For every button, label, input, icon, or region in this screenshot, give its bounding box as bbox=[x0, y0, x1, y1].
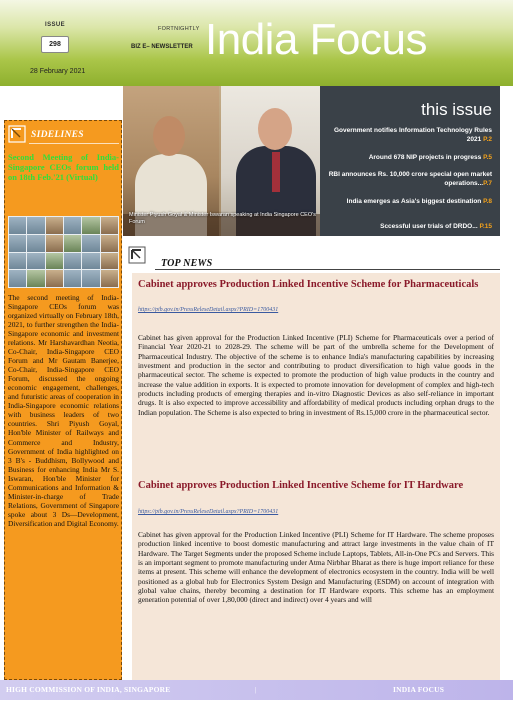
top-news-title: TOP NEWS bbox=[161, 258, 213, 269]
footer-publication: INDIA FOCUS bbox=[393, 685, 445, 694]
this-issue-panel bbox=[320, 86, 500, 236]
page-ref: P.5 bbox=[483, 154, 492, 161]
newsletter-title: India Focus bbox=[205, 15, 427, 64]
this-issue-item[interactable]: Sccessful user trials of DRDO... P.15 bbox=[380, 223, 492, 230]
this-issue-item[interactable]: Government notifies Information Technology Rules 2021 P.2 bbox=[333, 127, 492, 144]
page-ref: P.8 bbox=[483, 198, 492, 205]
article-link[interactable]: https://pib.gov.in/PressReleseDetail.aspx?PRID=1700431 bbox=[138, 307, 279, 313]
issue-number: 298 bbox=[41, 36, 69, 53]
this-issue-item[interactable]: Around 678 NIP projects in progress P.5 bbox=[368, 154, 492, 161]
corner-bracket-icon bbox=[128, 246, 146, 264]
sidebar-body: The second meeting of India-Singapore CEOs forum was organized virtually on February 18th, 2021, to further strengthen the India- Singapore economic and investment relations. Mr Harshavardhan Neotia, Co-Chair, India-Singapore CEO Forum and Mr Gautam Banerjee, Co-Chair, India-Singapore CEO Forum, discussed the ongoing economic engagement, challenges, and futuristic areas of cooperation in India-Singapore economic relations with business leaders of two countries. Shri Piyush Goyal, Hon'ble Minister of Railways and Commerce and Industry, Government of India highlighted on 3 B's - Buddhism, Bollywood and Business for enhancing India Mr S. Iswaran, Hon'ble Minister for Communications and Information & Minister-in-charge of Trade Relations, Government of Singapore spoke about 3 Ds—Development, Diversification and Digital Economy. bbox=[8, 293, 119, 528]
article-title: Cabinet approves Production Linked Incentive Scheme for Pharmaceuticals bbox=[138, 279, 479, 290]
photo-person-right-tie bbox=[272, 152, 280, 192]
page-ref: P.15 bbox=[479, 223, 492, 230]
photo-caption: Minister Piyush Goyal & Minister Iswaran speaking at India Singapore CEO's Forum bbox=[129, 212, 316, 226]
issue-label: ISSUE bbox=[45, 22, 66, 28]
article-body: Cabinet has given approval for the Production Linked Incentive (PLI) Scheme for Pharmaceuticals over a period of Financial Year 2020-21 to 2028-29. The scheme will be part of the umbrella scheme for the Development of Pharmaceutical Industry. The objective of the scheme is to enhance India's manufacturing capabilities by increasing investment and production in the sector and contributing to product diversification to high value goods in the pharmaceutical sector. The scheme is expected to promote the production of high value products in the country and increase the value addition in exports. It is expected to promote innovation for development of complex and high-tech products including products of emerging therapies and in-vitro Diagnostic Devices as also self-reliance in important drugs. It is also expected to improve accessibility and affordability of medical products including orphan drugs to the Indian population. The Scheme is also expected to bring in investment of Rs.15,000 crore in the pharmaceutical sector. bbox=[138, 333, 494, 417]
photo-person-right-head bbox=[258, 108, 292, 150]
this-issue-item[interactable]: India emerges as Asia's biggest destination P.8 bbox=[346, 198, 492, 205]
this-issue-item[interactable]: RBI announces Rs. 10,000 crore special open market operations...P.7 bbox=[328, 171, 492, 188]
footer-separator: | bbox=[255, 685, 257, 694]
corner-bracket-icon bbox=[8, 125, 26, 143]
page-footer bbox=[0, 680, 513, 700]
photo-person-left-head bbox=[153, 116, 185, 156]
top-news-articles bbox=[132, 273, 500, 683]
page-ref: P.2 bbox=[483, 136, 492, 144]
sidebar-title: SIDELINES bbox=[31, 130, 84, 140]
sidelines-sidebar bbox=[4, 120, 122, 680]
page-ref: P.7 bbox=[483, 180, 492, 188]
issue-date: 28 February 2021 bbox=[30, 68, 86, 75]
footer-organisation: HIGH COMMISSION OF INDIA, SINGAPORE bbox=[6, 685, 171, 694]
masthead-banner bbox=[0, 0, 513, 86]
article-body: Cabinet has given approval for the Production Linked Incentive (PLI) Scheme for IT Hardware. The scheme proposes production linked incentive to boost domestic manufacturing and attract large investments in the value chain of IT Hardware. The Target Segments under the proposed Scheme include Laptops, Tablets, All-in-One PCs and Servers. This is an important segment to promote manufacturing under Atma Nirbhar Bharat as there is huge import reliance for these items at present. This scheme will enhance the development of electronics ecosystem in the country. India will be well positioned as a global hub for Electronics System Design and Manufacturing (ESDM) on account of integration with global value chains, thereby becoming a destination for IT Hardware exports. This scheme has an employment generation potential of over 1,80,000 (direct and indirect) over 4 years and will bbox=[138, 530, 494, 605]
top-news-rule bbox=[155, 269, 500, 270]
sidebar-headline: Second Meeting of India-Singapore CEOs forum held on 18th Feb.'21 (Virtual) bbox=[8, 152, 119, 182]
frequency-label: FORTNIGHTLY bbox=[158, 26, 200, 32]
this-issue-title: this issue bbox=[421, 100, 492, 119]
article-link[interactable]: https://pib.gov.in/PressReleseDetail.aspx?PRID=1700431 bbox=[138, 509, 279, 515]
sidebar-rule bbox=[29, 143, 119, 144]
ceo-forum-photo bbox=[123, 86, 320, 236]
video-call-collage-image bbox=[8, 216, 119, 288]
newsletter-label: BIZ E– NEWSLETTER bbox=[131, 44, 193, 50]
article-title: Cabinet approves Production Linked Incentive Scheme for IT Hardware bbox=[138, 480, 464, 491]
